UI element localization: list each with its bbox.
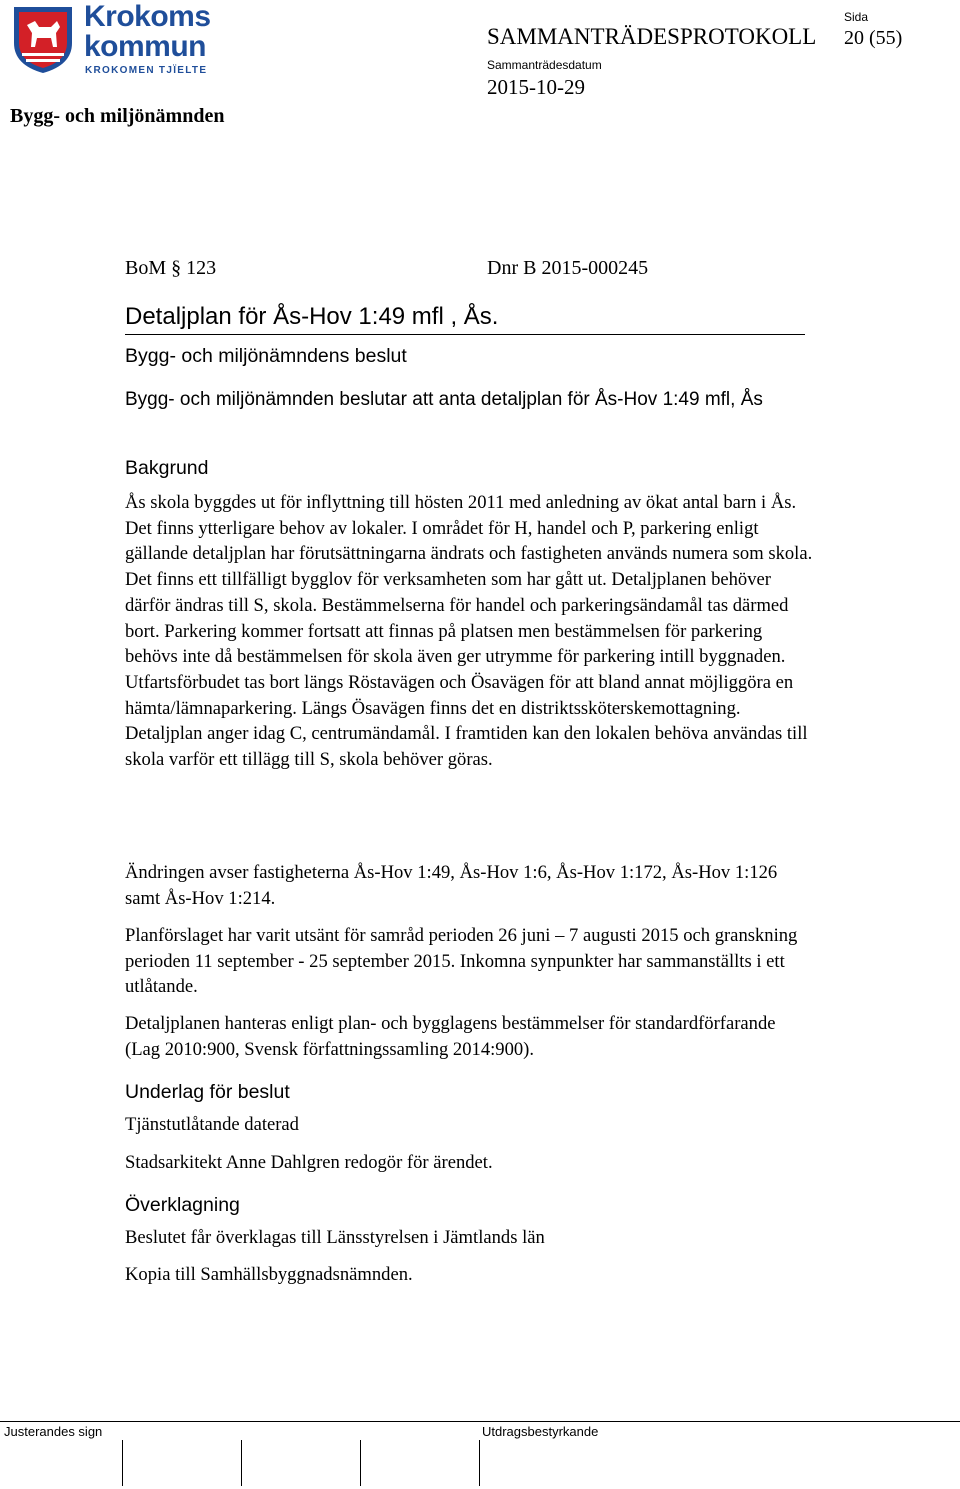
meeting-date-label: Sammanträdesdatum [487, 58, 602, 72]
extract-certification-label: Utdragsbestyrkande [482, 1424, 599, 1439]
basis-heading: Underlag för beslut [125, 1081, 290, 1103]
committee-name: Bygg- och miljönämnden [10, 105, 225, 127]
logo-subtitle: KROKOMEN TJÏELTE [85, 65, 208, 76]
basis-text: Tjänstutlåtande daterad [125, 1114, 299, 1135]
signature-box-divider [122, 1440, 123, 1486]
copy-text: Kopia till Samhällsbyggnadsnämnden. [125, 1264, 413, 1285]
diary-number: Dnr B 2015-000245 [487, 257, 649, 279]
case-title: Detaljplan för Ås-Hov 1:49 mfl , Ås. [125, 303, 499, 330]
document-type: SAMMANTRÄDESPROTOKOLL [487, 24, 817, 49]
signature-box-divider [360, 1440, 361, 1486]
properties-text: Ändringen avser fastigheterna Ås-Hov 1:49, Ås-Hov 1:6, Ås-Hov 1:172, Ås-Hov 1:126 samt Ås-Hov 1:214. [125, 862, 778, 909]
signature-box-divider [241, 1440, 242, 1486]
procedure-text: Detaljplanen hanteras enligt plan- och bygglagens bestämmelser för standardförfarande (Lag 2010:900, Svensk författningssamling 2014:900). [125, 1013, 776, 1060]
page-label: Sida [844, 10, 869, 24]
decision-heading: Bygg- och miljönämndens beslut [125, 345, 407, 367]
signature-box-divider [479, 1440, 480, 1486]
presentation-text: Stadsarkitekt Anne Dahlgren redogör för ärendet. [125, 1152, 493, 1173]
adjuster-signature-label: Justerandes sign [4, 1424, 103, 1439]
logo-name-line2: kommun [84, 30, 207, 63]
case-number: BoM § 123 [125, 257, 217, 279]
krokoms-kommun-logo [10, 0, 220, 77]
appeal-text: Beslutet får överklagas till Länsstyrelsen i Jämtlands län [125, 1227, 545, 1248]
background-text: Ås skola byggdes ut för inflyttning till hösten 2011 med anledning av ökat antal barn i Ås. Det finns ytterligare behov av lokaler. I området för H, handel och P, parkering enligt gällande detaljplan har förutsättningarna ändrats och fastigheten används numera som skola. Det finns ett tillfälligt bygglov för verksamheten som har gått ut. Detaljplanen behöver därför ändras till S, skola. Bestämmelserna för handel och parkeringsändamål tas därmed bort. Parkering kommer fortsatt att finnas på platsen men bestämmelsen för parkering behövs inte då bestämmelsen för skola även ger utrymme för parkering intill byggnaden. Utfartsförbudet tas bort längs Röstavägen och Ösavägen för att bland annat möjliggöra en hämta/lämnaparkering. Längs Ösavägen finns det en distriktssköterskemottagning. Detaljplan anger idag C, centrumändamål. I framtiden kan den lokalen behöva användas till skola varför ett tillägg till S, skola behöver göras. [125, 492, 813, 771]
background-heading: Bakgrund [125, 457, 209, 479]
title-divider [125, 334, 805, 335]
logo-name-line1: Krokoms [84, 0, 211, 33]
footer-divider [0, 1421, 960, 1422]
meeting-date: 2015-10-29 [487, 75, 585, 99]
page-number: 20 (55) [844, 27, 903, 49]
coat-of-arms-icon [10, 3, 76, 75]
decision-text: Bygg- och miljönämnden beslutar att anta detaljplan för Ås-Hov 1:49 mfl, Ås [125, 389, 763, 410]
consultation-text: Planförslaget har varit utsänt för samråd perioden 26 juni – 7 augusti 2015 och granskning perioden 11 september - 25 september 2015. Inkomna synpunkter har sammanställts i ett utlåtande. [125, 925, 798, 998]
appeal-heading: Överklagning [125, 1194, 240, 1216]
